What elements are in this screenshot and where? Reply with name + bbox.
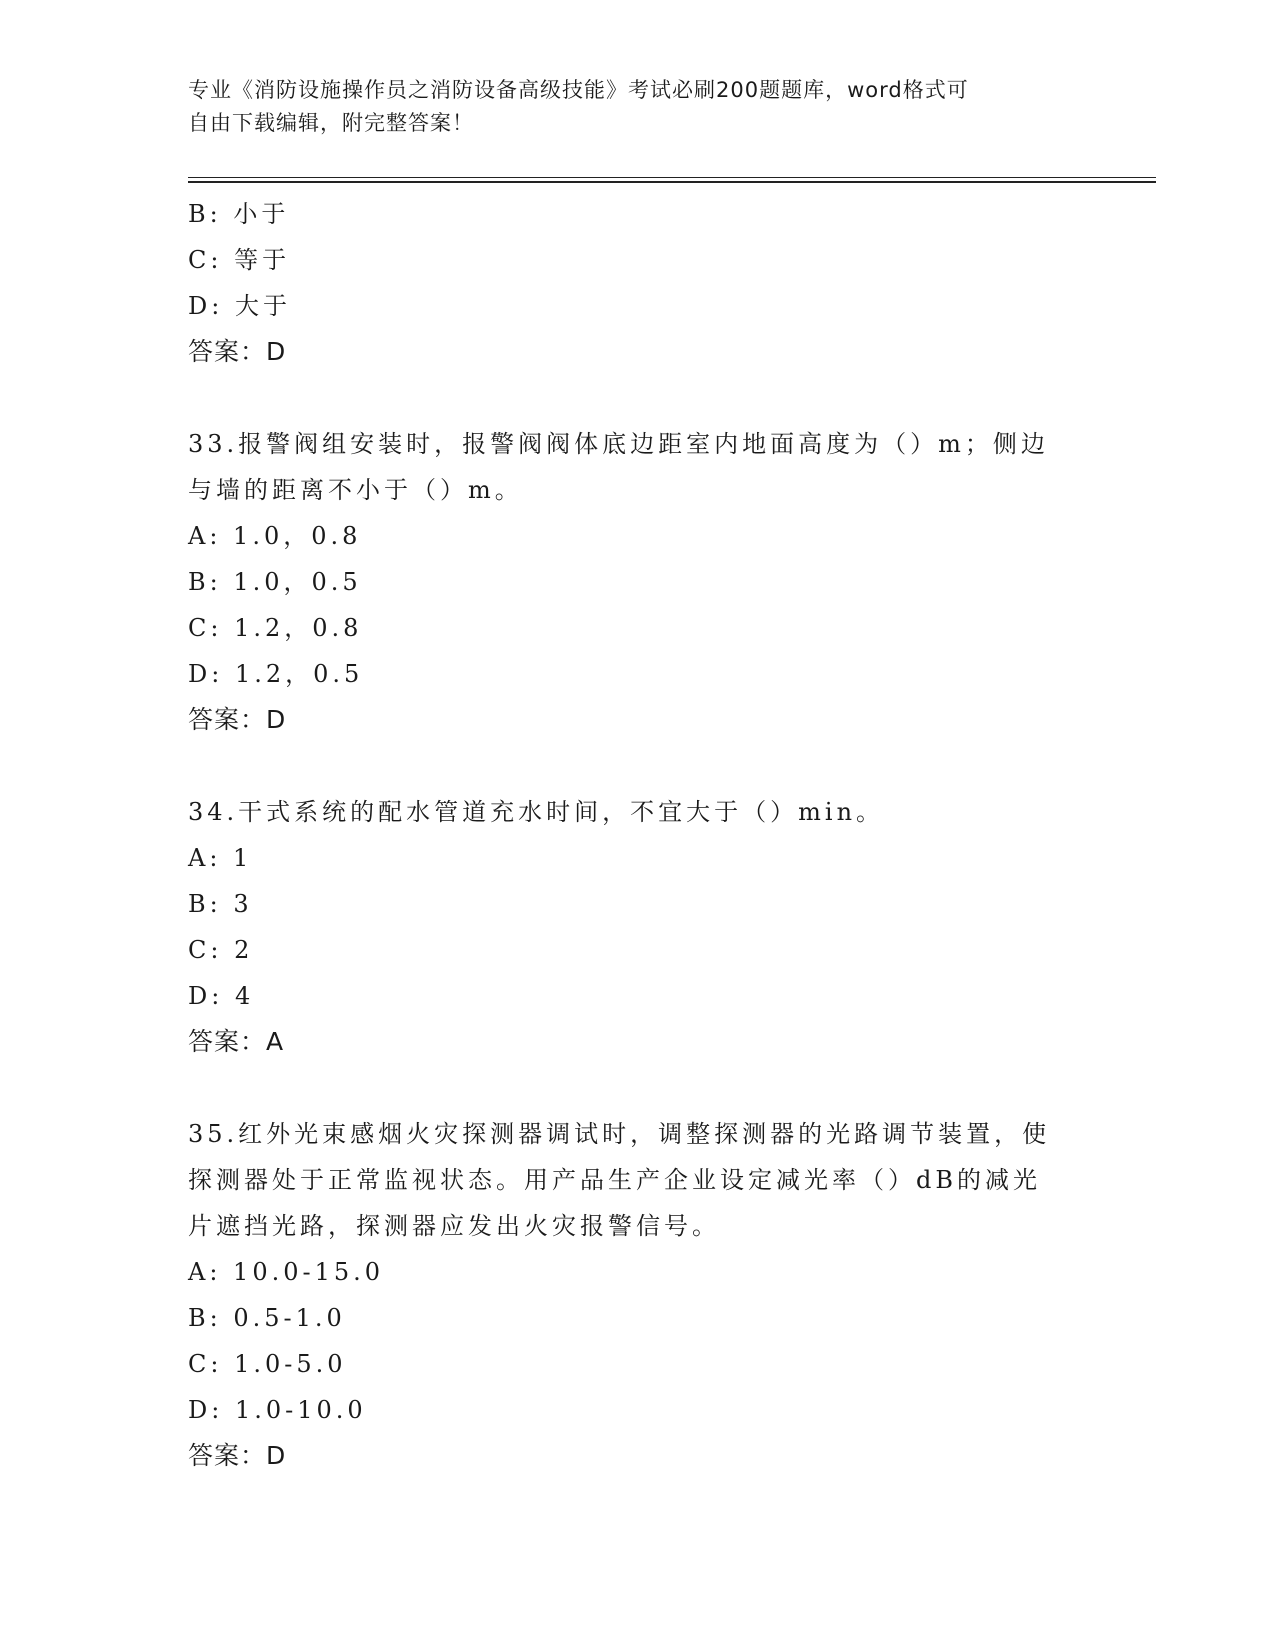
option-d: D: 1.0-10.0 — [188, 1396, 367, 1424]
question-fragment — [188, 191, 1088, 375]
option-d: D: 1.2，0.5 — [188, 660, 364, 688]
option-c: C: 1.2，0.8 — [188, 614, 363, 642]
question-35 — [188, 1111, 1088, 1479]
option-a: A: 1 — [188, 844, 253, 872]
option-c: C: 1.0-5.0 — [188, 1350, 347, 1378]
spacer — [188, 1065, 1088, 1111]
header-title-line-2: 自由下载编辑，附完整答案！ — [188, 111, 474, 135]
question-33 — [188, 421, 1088, 743]
answer-line: 答案：D — [188, 705, 287, 734]
option-c: C: 等于 — [188, 246, 291, 274]
question-stem-line: 与墙的距离不小于（）m。 — [188, 476, 523, 504]
question-stem-line: 33.报警阀组安装时，报警阀阀体底边距室内地面高度为（）m；侧边 — [188, 430, 1049, 458]
option-d: D: 大于 — [188, 292, 291, 320]
answer-line: 答案：A — [188, 1027, 285, 1056]
option-a: A: 10.0-15.0 — [188, 1258, 385, 1286]
option-b: B: 小于 — [188, 200, 290, 228]
spacer — [188, 375, 1088, 421]
question-stem-line: 34.干式系统的配水管道充水时间，不宜大于（）min。 — [188, 798, 885, 826]
option-b: B: 0.5-1.0 — [188, 1304, 346, 1332]
header-double-rule — [188, 177, 1156, 183]
option-c: C: 2 — [188, 936, 254, 964]
spacer — [188, 743, 1088, 789]
document-header — [188, 74, 1088, 140]
question-34 — [188, 789, 1088, 1065]
option-b: B: 3 — [188, 890, 253, 918]
answer-line: 答案：D — [188, 1441, 287, 1470]
question-stem-line: 35.红外光束感烟火灾探测器调试时，调整探测器的光路调节装置，使 — [188, 1120, 1051, 1148]
option-a: A: 1.0，0.8 — [188, 522, 362, 550]
question-stem-line: 探测器处于正常监视状态。用产品生产企业设定减光率（）dB的减光 — [188, 1166, 1041, 1194]
question-list — [188, 191, 1088, 1479]
answer-line: 答案：D — [188, 337, 287, 366]
option-d: D: 4 — [188, 982, 255, 1010]
header-title-line-1: 专业《消防设施操作员之消防设备高级技能》考试必刷200题题库，word格式可 — [188, 78, 969, 102]
question-stem-line: 片遮挡光路，探测器应发出火灾报警信号。 — [188, 1212, 720, 1240]
option-b: B: 1.0，0.5 — [188, 568, 362, 596]
